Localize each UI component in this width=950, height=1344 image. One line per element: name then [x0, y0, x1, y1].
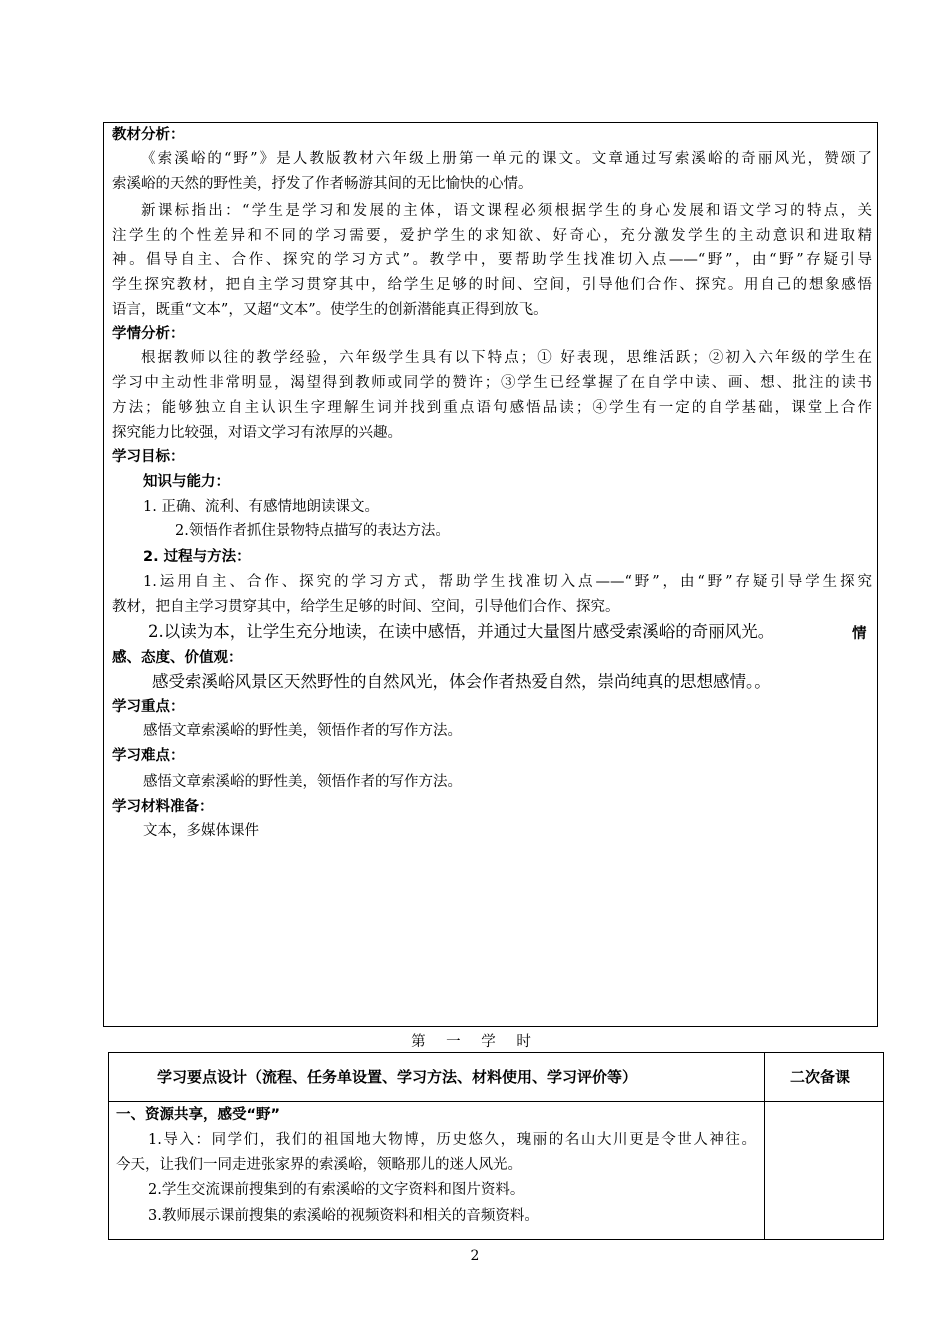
knowledge-item2: 2.领悟作者抓住景物特点描写的表达方法。 — [175, 523, 450, 539]
analysis-p2-line5: 语言，既重“文本”，又超“文本”。使学生的创新潜能真正得到放飞。 — [112, 302, 548, 318]
emotion-title-start: 情 — [852, 626, 867, 642]
analysis-p1-line1: 《索溪峪的“野”》是人教版教材六年级上册第一单元的课文。文章通过写索溪峪的奇丽风光，赞颂了 — [141, 151, 872, 167]
analysis-p2-line3: 神。倡导自主、合作、探究的学习方式”。教学中，要帮助学生找准切入点——“野”，由“野”存疑引导 — [112, 252, 872, 268]
analysis-p1-line2: 索溪峪的天然的野性美，抒发了作者畅游其间的无比愉快的心情。 — [112, 176, 533, 192]
student-line2: 学习中主动性非常明显，渴望得到教师或同学的赞许；③学生已经掌握了在自学中读、画、想、批注的读书 — [112, 375, 872, 391]
process-item2: 2.以读为本，让学生充分地读，在读中感悟，并通过大量图片感受索溪峪的奇丽风光。 — [148, 622, 775, 641]
student-line3: 方法；能够独立自主认识生字理解生词并找到重点语句感悟品读；④学生有一定的自学基础，课堂上合作 — [112, 400, 872, 416]
materials-text: 文本，多媒体课件 — [143, 823, 259, 839]
page-number: 2 — [470, 1248, 480, 1264]
knowledge-item1: 1. 正确、流利、有感情地朗读课文。 — [143, 499, 379, 515]
step2: 2.学生交流课前搜集到的有索溪峪的文字资料和图片资料。 — [148, 1182, 525, 1198]
section-title: 一、资源共享，感受“野” — [116, 1107, 281, 1123]
step1-line1: 1.导入：同学们，我们的祖国地大物博，历史悠久，瑰丽的名山大川更是令世人神往。 — [148, 1132, 756, 1148]
session-title: 第 一 学 时 — [411, 1034, 539, 1050]
goals-title: 学习目标： — [112, 449, 185, 465]
key-points-text: 感悟文章索溪峪的野性美，领悟作者的写作方法。 — [143, 723, 462, 739]
student-line1: 根据教师以往的教学经验，六年级学生具有以下特点；① 好表现，思维活跃；②初入六年级的学生在 — [141, 350, 872, 366]
table-column-divider — [764, 1052, 765, 1240]
student-analysis-title: 学情分析： — [112, 326, 185, 342]
table-header-main: 学习要点设计（流程、任务单设置、学习方法、材料使用、学习评价等） — [157, 1068, 638, 1086]
emotion-title-rest: 感、态度、价值观： — [112, 650, 243, 666]
table-header-divider — [108, 1101, 884, 1102]
emotion-item: 感受索溪峪风景区天然野性的自然风光，体会作者热爱自然，崇尚纯真的思想感情。。 — [152, 672, 771, 691]
process-title: 2. 过程与方法： — [143, 549, 251, 565]
step3: 3.教师展示课前搜集的索溪峪的视频资料和相关的音频资料。 — [148, 1208, 539, 1224]
difficulty-title: 学习难点： — [112, 748, 185, 764]
analysis-p2-line1: 新课标指出：“学生是学习和发展的主体，语文课程必须根据学生的身心发展和语文学习的特点，关 — [141, 203, 872, 219]
process-item1-line1: 1.运用自主、合作、探究的学习方式，帮助学生找准切入点——“野”，由“野”存疑引导学生探究 — [143, 574, 872, 590]
knowledge-title: 知识与能力： — [143, 474, 230, 490]
analysis-p2-line4: 学生探究教材，把自主学习贯穿其中，给学生足够的时间、空间，引导他们合作、探究。用自己的想象感悟 — [112, 277, 872, 293]
process-item1-line2: 教材，把自主学习贯穿其中，给学生足够的时间、空间，引导他们合作、探究。 — [112, 599, 620, 615]
student-line4: 探究能力比较强，对语文学习有浓厚的兴趣。 — [112, 425, 402, 441]
analysis-p2-line2: 注学生的个性差异和不同的学习需要，爱护学生的求知欲、好奇心，充分激发学生的主动意识和进取精 — [112, 228, 872, 244]
analysis-title: 教材分析： — [112, 127, 185, 143]
difficulty-text: 感悟文章索溪峪的野性美，领悟作者的写作方法。 — [143, 774, 462, 790]
table-header-second-prep: 二次备课 — [790, 1068, 851, 1086]
materials-title: 学习材料准备： — [112, 799, 214, 815]
step1-line2: 今天，让我们一同走进张家界的索溪峪，领略那儿的迷人风光。 — [116, 1157, 522, 1173]
key-points-title: 学习重点： — [112, 699, 185, 715]
